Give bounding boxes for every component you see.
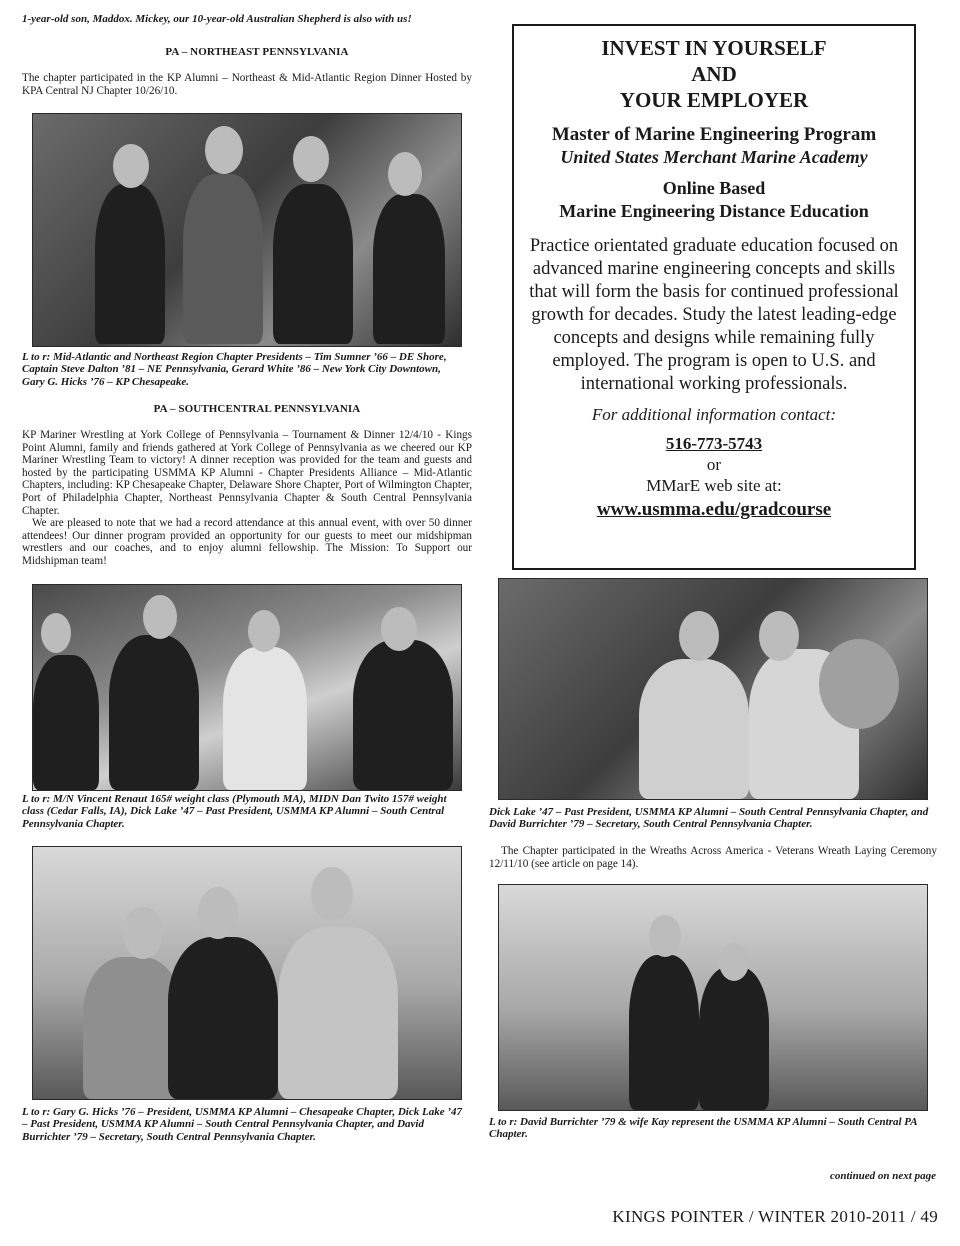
- wrestling-reception-photo: [32, 584, 462, 791]
- ne-section-text: The chapter participated in the KP Alumni – Northeast & Mid-Atlantic Region Dinner Hosted by KPA Central NJ Chapter 10/26/10.: [22, 72, 472, 97]
- ne-dinner-photo: [32, 113, 462, 347]
- ad-online-based: Online Based: [662, 178, 766, 198]
- page-footer: KINGS POINTER / WINTER 2010-2011 / 49: [612, 1207, 938, 1226]
- ad-or-text: or: [706, 455, 722, 474]
- ad-title-line-1: INVEST IN YOURSELF: [601, 36, 827, 60]
- arena-group-photo: [32, 846, 462, 1100]
- sc-section-paragraph-1: KP Mariner Wrestling at York College of Pennsylvania – Tournament & Dinner 12/4/10 - Kings Point Alumni, family and friends gathered at York College of Pennsylvania as we cheered our KP Mariner Wrestling Team to victory! A dinner reception was provided for the team and guests and hosted by the participating USMMA KP Alumni - Chapter Presidents Alliance – Mid-Atlantic Chapters, including: KP Chesapeake Chapter, Delaware Shore Chapter, Port of Wilmington Chapter, Port of Philadelphia Chapter, Northeast Pennsylvania Chapter & South Central Pennsylvania Chapter.: [22, 429, 472, 517]
- ad-phone-link[interactable]: 516-773-5743: [665, 434, 763, 453]
- ne-section-heading: PA – NORTHEAST PENNSYLVANIA: [165, 46, 349, 58]
- wreaths-ceremony-photo: [498, 884, 928, 1111]
- ad-body-text: Practice orientated graduate education focused on advanced marine engineering concepts and skills that will form the basis for continued professional growth for decades. Study the latest leading-edge concepts and designs while remaining fully employed. The program is open to U.S. and international working professionals.: [529, 236, 899, 394]
- intro-line: 1-year-old son, Maddox. Mickey, our 10-year-old Australian Shepherd is also with us!: [22, 13, 412, 25]
- ad-title-line-3: YOUR EMPLOYER: [619, 88, 809, 112]
- dinner-photo-caption: Dick Lake ’47 – Past President, USMMA KP Alumni – South Central Pennsylvania Chapter, and David Burrichter ’79 – Secretary, South Central Pennsylvania Chapter.: [489, 806, 929, 831]
- ad-distance-education: Marine Engineering Distance Education: [559, 201, 869, 221]
- wreaths-text: The Chapter participated in the Wreaths Across America - Veterans Wreath Laying Ceremony 12/11/10 (see article on page 14).: [489, 845, 937, 870]
- wrestling-photo-caption: L to r: M/N Vincent Renaut 165# weight class (Plymouth MA), MIDN Dan Twito 157# weight class (Cedar Falls, IA), Dick Lake ’47 – Past President, USMMA KP Alumni – South Central Pennsylvania Chapter.: [22, 793, 447, 830]
- wreaths-photo-caption: L to r: David Burrichter ’79 & wife Kay represent the USMMA KP Alumni – South Central PA Chapter.: [489, 1116, 917, 1141]
- dinner-table-photo: [498, 578, 928, 800]
- ad-contact-label: For additional information contact:: [591, 405, 837, 424]
- sc-section-heading: PA – SOUTHCENTRAL PENNSYLVANIA: [153, 403, 361, 415]
- ne-photo-caption: L to r: Mid-Atlantic and Northeast Region Chapter Presidents – Tim Sumner ’66 – DE Shore, Captain Steve Dalton ’81 – NE Pennsylvania, Gerard White ’86 – New York City Downtown, Gary G. Hicks ’76 – KP Chesapeake.: [22, 351, 447, 388]
- ad-website-link[interactable]: www.usmma.edu/gradcourse: [596, 499, 832, 520]
- ad-site-label: MMarE web site at:: [646, 476, 782, 495]
- ad-program-name: Master of Marine Engineering Program: [551, 124, 877, 145]
- continued-note: continued on next page: [829, 1170, 936, 1182]
- ad-title-line-2: AND: [691, 62, 737, 86]
- sc-section-paragraph-2: We are pleased to note that we had a record attendance at this annual event, with over 50 dinner attendees! Our dinner program provided an opportunity for our guests to meet our midshipman wrestlers and our coaches, and to enjoy alumni fellowship. The Mission: To Support our Midshipman team!: [22, 517, 472, 567]
- ad-academy-name: United States Merchant Marine Academy: [560, 147, 868, 167]
- graduate-program-ad: [512, 24, 916, 570]
- arena-photo-caption: L to r: Gary G. Hicks ’76 – President, USMMA KP Alumni – Chesapeake Chapter, Dick Lake ’47 – Past President, USMMA KP Alumni – South Central Pennsylvania Chapter, and David Burrichter ’79 – Secretary, South Central Pennsylvania Chapter.: [22, 1106, 463, 1143]
